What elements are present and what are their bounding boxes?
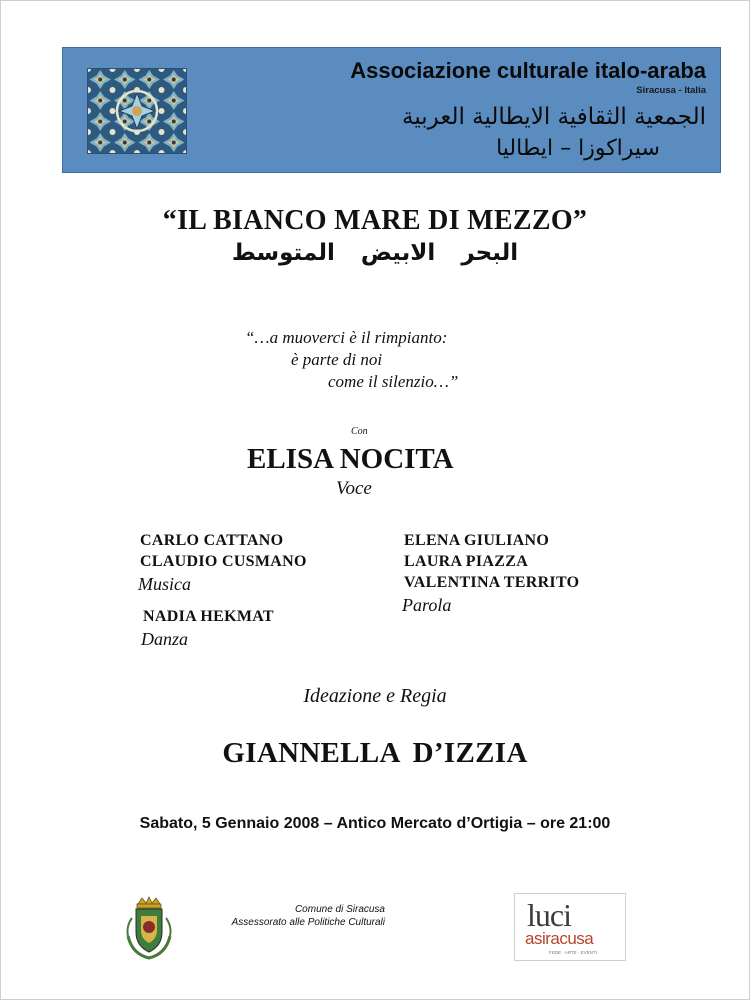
svg-text:FEDE · ARTE · EVENTI: FEDE · ARTE · EVENTI — [549, 950, 597, 955]
municipality-text — [190, 903, 385, 929]
city-crest-icon — [124, 896, 174, 960]
music-performer: CARLO CATTANO — [140, 532, 284, 549]
quote-line: è parte di noi — [291, 350, 383, 369]
direction-label: Ideazione e Regia — [303, 685, 447, 707]
director-name: GIANNELLA D’IZZIA — [222, 737, 528, 769]
with-label: Con — [351, 426, 368, 437]
word-performer: VALENTINA TERRITO — [404, 574, 580, 591]
event-title: “IL BIANCO MARE DI MEZZO” — [162, 205, 588, 236]
quote-line: “…a muoverci è il rimpianto: — [245, 328, 448, 347]
quote-line: come il silenzio…” — [328, 372, 459, 391]
word-performer: LAURA PIAZZA — [404, 553, 529, 570]
luci-a-siracusa-logo — [514, 893, 626, 961]
org-place-arabic: سيراكوزا – ايطاليا — [496, 136, 660, 161]
arabesque-tile-icon — [87, 68, 187, 154]
music-role: Musica — [138, 574, 191, 594]
org-name-arabic: الجمعية الثقافية الايطالية العربية — [401, 104, 706, 130]
svg-text:luci: luci — [527, 897, 571, 933]
word-performer: ELENA GIULIANO — [404, 532, 550, 549]
header-banner — [62, 47, 721, 173]
lead-performer: ELISA NOCITA — [247, 443, 454, 475]
org-place: Siracusa - Italia — [636, 85, 706, 96]
music-performer: CLAUDIO CUSMANO — [140, 553, 307, 570]
dance-performer: NADIA HEKMAT — [143, 608, 274, 625]
municipality-line: Comune di Siracusa — [294, 904, 385, 915]
event-date-line: Sabato, 5 Gennaio 2008 – Antico Mercato d’Ortigia – ore 21:00 — [139, 815, 611, 832]
municipality-line: Assessorato alle Politiche Culturali — [231, 917, 385, 928]
org-name: Associazione culturale italo-araba — [350, 58, 706, 83]
svg-text:asiracusa: asiracusa — [525, 929, 594, 948]
word-role: Parola — [402, 595, 452, 615]
lead-role: Voce — [336, 478, 372, 499]
dance-role: Danza — [141, 629, 189, 649]
event-title-arabic: البحر الابيض المتوسط — [231, 240, 519, 266]
